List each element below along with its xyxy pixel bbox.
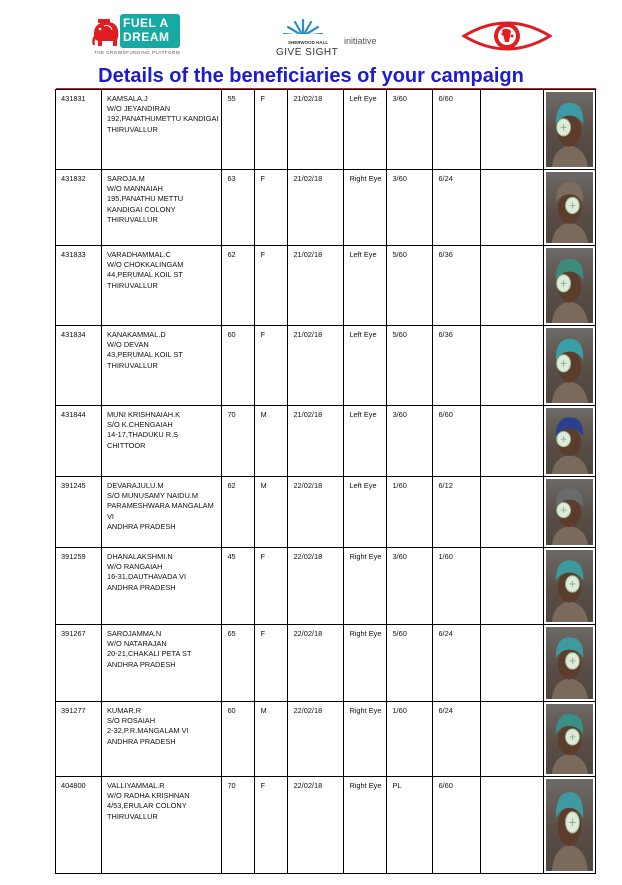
- pre-op-vision-cell: [387, 326, 433, 406]
- operated-eye-cell: [344, 477, 387, 548]
- gender: F: [260, 330, 265, 339]
- surgery-date-cell: [288, 702, 344, 777]
- beneficiary-id-cell: [56, 777, 102, 874]
- gender-cell: [255, 90, 288, 170]
- empty-cell: [481, 246, 544, 326]
- address-line: THIRUVALLUR: [107, 360, 158, 370]
- patient-right-eye-patch: [546, 627, 593, 699]
- beneficiary-id-cell: [56, 702, 102, 777]
- beneficiary-name: KAMSALA.J: [107, 94, 148, 103]
- photo-cell: [544, 548, 596, 625]
- beneficiary-id-cell: [56, 170, 102, 246]
- gender: M: [260, 706, 267, 715]
- post-op-vision-cell: [433, 625, 481, 702]
- address-line: W/O RANGAIAH: [107, 562, 163, 572]
- table-row: [56, 326, 596, 406]
- gender: M: [260, 481, 267, 490]
- beneficiary-name-cell: [102, 326, 222, 406]
- post-op-vision: 6/60: [438, 94, 453, 103]
- beneficiary-name: KANAKAMMAL.D: [107, 330, 166, 339]
- surgery-date-cell: [288, 625, 344, 702]
- surgery-date: 22/02/18: [293, 781, 323, 790]
- operated-eye: Left Eye: [349, 250, 377, 259]
- fad-line1: FUEL A: [123, 16, 169, 30]
- address-line: W/O RADHA KRISHNAN: [107, 791, 190, 801]
- address-line: 192,PANATHUMETTU KANDIGAI: [107, 114, 219, 124]
- address-line: 14-17,THADUKU R.S: [107, 430, 179, 440]
- address-line: 4/53,ERULAR COLONY: [107, 801, 187, 811]
- beneficiary-name-cell: [102, 625, 222, 702]
- address-line: W/O MANNAIAH: [107, 184, 163, 194]
- operated-eye: Left Eye: [349, 94, 377, 103]
- pre-op-vision-cell: [387, 170, 433, 246]
- address-line: W/O DEVAN: [107, 340, 149, 350]
- age: 60: [227, 706, 236, 715]
- beneficiary-id-cell: [56, 246, 102, 326]
- beneficiary-name: MUNI KRISHNAIAH.K: [107, 410, 181, 419]
- gender-cell: [255, 548, 288, 625]
- fad-line2: DREAM: [123, 30, 170, 44]
- empty-cell: [481, 477, 544, 548]
- beneficiary-name-cell: [102, 777, 222, 874]
- pre-op-vision-cell: [387, 548, 433, 625]
- beneficiary-id: 431832: [61, 174, 86, 183]
- post-op-vision: 6/12: [438, 481, 453, 490]
- operated-eye: Right Eye: [349, 174, 382, 183]
- pre-op-vision: 5/60: [392, 250, 407, 259]
- age-cell: [222, 406, 255, 477]
- beneficiary-name-cell: [102, 702, 222, 777]
- address-line: S/O K.CHENGAIAH: [107, 420, 173, 430]
- age-cell: [222, 90, 255, 170]
- post-op-vision-cell: [433, 777, 481, 874]
- photo-cell: [544, 702, 596, 777]
- beneficiary-id: 431844: [61, 410, 86, 419]
- address-line: 16-31,DAUTHAVADA VI: [107, 572, 186, 582]
- age: 65: [227, 629, 236, 638]
- table-row: [56, 702, 596, 777]
- eye-hospital-logo: [462, 18, 552, 54]
- pre-op-vision-cell: [387, 90, 433, 170]
- give-sight-sub: SHERWOOD HALL: [288, 40, 329, 45]
- beneficiary-id: 391267: [61, 629, 86, 638]
- patient-left-eye-patch: [546, 408, 593, 474]
- surgery-date: 22/02/18: [293, 552, 323, 561]
- table-row: [56, 777, 596, 874]
- photo-cell: [544, 90, 596, 170]
- table-row: [56, 477, 596, 548]
- address-line: 43,PERUMAL KOIL ST: [107, 350, 183, 360]
- gender-cell: [255, 246, 288, 326]
- table-row: [56, 90, 596, 170]
- beneficiary-id: 431834: [61, 330, 86, 339]
- post-op-vision: 6/36: [438, 250, 453, 259]
- beneficiary-id-cell: [56, 90, 102, 170]
- pre-op-vision-cell: [387, 702, 433, 777]
- operated-eye: Right Eye: [349, 781, 382, 790]
- age-cell: [222, 548, 255, 625]
- pre-op-vision-cell: [387, 625, 433, 702]
- beneficiary-name: VALLIYAMMAL.R: [107, 781, 165, 790]
- page-header: [0, 0, 622, 62]
- beneficiary-name: VARADHAMMAL.C: [107, 250, 171, 259]
- beneficiary-name: DHANALAKSHMI.N: [107, 552, 173, 561]
- operated-eye: Right Eye: [349, 629, 382, 638]
- post-op-vision: 6/60: [438, 410, 453, 419]
- give-sight-logo: [270, 14, 380, 56]
- surgery-date: 21/02/18: [293, 330, 323, 339]
- table-row: [56, 625, 596, 702]
- gender-cell: [255, 625, 288, 702]
- surgery-date-cell: [288, 326, 344, 406]
- age-cell: [222, 777, 255, 874]
- give-sight-initiative: initiative: [344, 36, 377, 46]
- age: 62: [227, 481, 236, 490]
- beneficiaries-table: [55, 89, 596, 874]
- post-op-vision: 6/60: [438, 781, 453, 790]
- beneficiary-id: 404800: [61, 781, 86, 790]
- surgery-date: 21/02/18: [293, 174, 323, 183]
- pre-op-vision: 3/60: [392, 552, 407, 561]
- gender: F: [260, 174, 265, 183]
- address-line: 44,PERUMAL KOIL ST: [107, 270, 183, 280]
- address-line: THIRUVALLUR: [107, 124, 158, 134]
- operated-eye-cell: [344, 246, 387, 326]
- pre-op-vision: 5/60: [392, 330, 407, 339]
- age: 55: [227, 94, 236, 103]
- operated-eye-cell: [344, 777, 387, 874]
- post-op-vision-cell: [433, 548, 481, 625]
- gender: F: [260, 781, 265, 790]
- age: 70: [227, 781, 236, 790]
- surgery-date: 21/02/18: [293, 94, 323, 103]
- address-line: PARAMESHWARA MANGALAM: [107, 501, 214, 511]
- beneficiary-name-cell: [102, 90, 222, 170]
- age: 62: [227, 250, 236, 259]
- empty-cell: [481, 625, 544, 702]
- empty-cell: [481, 702, 544, 777]
- post-op-vision-cell: [433, 702, 481, 777]
- address-line: S/O MUNUSAMY NAIDU.M: [107, 491, 199, 501]
- operated-eye-cell: [344, 702, 387, 777]
- surgery-date: 22/02/18: [293, 629, 323, 638]
- photo-cell: [544, 477, 596, 548]
- photo-cell: [544, 326, 596, 406]
- beneficiary-id-cell: [56, 625, 102, 702]
- operated-eye: Right Eye: [349, 552, 382, 561]
- pre-op-vision: 3/60: [392, 174, 407, 183]
- patient-left-eye-patch: [546, 328, 593, 403]
- address-line: KANDIGAI COLONY: [107, 204, 176, 214]
- patient-right-eye-patch: [546, 704, 593, 774]
- beneficiary-name-cell: [102, 406, 222, 477]
- page-title: Details of the beneficiaries of your campaign: [98, 65, 524, 87]
- empty-cell: [481, 170, 544, 246]
- empty-cell: [481, 777, 544, 874]
- address-line: THIRUVALLUR: [107, 280, 158, 290]
- empty-cell: [481, 548, 544, 625]
- post-op-vision-cell: [433, 406, 481, 477]
- patient-right-eye-patch: [546, 550, 593, 622]
- elephant-icon: [90, 16, 122, 48]
- beneficiary-name-cell: [102, 246, 222, 326]
- post-op-vision-cell: [433, 246, 481, 326]
- gender: F: [260, 629, 265, 638]
- address-line: ANDHRA PRADESH: [107, 736, 176, 746]
- age-cell: [222, 477, 255, 548]
- sunrise-icon: [278, 14, 328, 40]
- operated-eye: Left Eye: [349, 330, 377, 339]
- surgery-date-cell: [288, 777, 344, 874]
- operated-eye-cell: [344, 90, 387, 170]
- beneficiary-id: 391277: [61, 706, 86, 715]
- operated-eye-cell: [344, 625, 387, 702]
- post-op-vision: 1/60: [438, 552, 453, 561]
- patient-left-eye-patch: [546, 248, 593, 323]
- post-op-vision: 6/24: [438, 174, 453, 183]
- empty-cell: [481, 90, 544, 170]
- operated-eye: Right Eye: [349, 706, 382, 715]
- post-op-vision-cell: [433, 477, 481, 548]
- surgery-date: 21/02/18: [293, 410, 323, 419]
- age-cell: [222, 326, 255, 406]
- gender-cell: [255, 702, 288, 777]
- beneficiary-id-cell: [56, 548, 102, 625]
- gender-cell: [255, 477, 288, 548]
- patient-right-eye-patch: [546, 172, 593, 243]
- address-line: 2-32,P.R.MANGALAM VI: [107, 726, 189, 736]
- gender-cell: [255, 170, 288, 246]
- beneficiary-name: SAROJA.M: [107, 174, 145, 183]
- surgery-date: 22/02/18: [293, 481, 323, 490]
- age-cell: [222, 625, 255, 702]
- beneficiary-name-cell: [102, 170, 222, 246]
- pre-op-vision-cell: [387, 406, 433, 477]
- table-row: [56, 406, 596, 477]
- operated-eye-cell: [344, 548, 387, 625]
- address-line: W/O NATARAJAN: [107, 639, 167, 649]
- beneficiary-id: 431833: [61, 250, 86, 259]
- address-line: THIRUVALLUR: [107, 811, 158, 821]
- empty-cell: [481, 326, 544, 406]
- gender-cell: [255, 406, 288, 477]
- surgery-date: 21/02/18: [293, 250, 323, 259]
- surgery-date: 22/02/18: [293, 706, 323, 715]
- beneficiary-name: DEVARAJULU.M: [107, 481, 164, 490]
- age-cell: [222, 702, 255, 777]
- surgery-date-cell: [288, 477, 344, 548]
- fad-tagline: THE CROWDFUNDING PLATFORM: [94, 50, 181, 55]
- patient-left-eye-patch: [546, 479, 593, 545]
- age: 45: [227, 552, 236, 561]
- gender-cell: [255, 326, 288, 406]
- surgery-date-cell: [288, 90, 344, 170]
- address-line: ANDHRA PRADESH: [107, 659, 176, 669]
- table-row: [56, 170, 596, 246]
- patient-right-eye-patch: [546, 779, 593, 871]
- gender: F: [260, 552, 265, 561]
- give-sight-main: GIVE SIGHT: [276, 47, 339, 58]
- fuel-a-dream-logo: [90, 12, 182, 54]
- pre-op-vision-cell: [387, 246, 433, 326]
- photo-cell: [544, 170, 596, 246]
- gender: F: [260, 94, 265, 103]
- operated-eye-cell: [344, 406, 387, 477]
- pre-op-vision: PL: [392, 781, 402, 790]
- table-body: [56, 90, 596, 874]
- operated-eye-cell: [344, 170, 387, 246]
- beneficiary-name-cell: [102, 477, 222, 548]
- age-cell: [222, 246, 255, 326]
- pre-op-vision: 3/60: [392, 410, 407, 419]
- age: 63: [227, 174, 236, 183]
- beneficiary-name: SAROJAMMA.N: [107, 629, 162, 638]
- post-op-vision: 6/24: [438, 706, 453, 715]
- post-op-vision-cell: [433, 326, 481, 406]
- photo-cell: [544, 246, 596, 326]
- operated-eye-cell: [344, 326, 387, 406]
- pre-op-vision-cell: [387, 477, 433, 548]
- age: 70: [227, 410, 236, 419]
- beneficiary-id: 391259: [61, 552, 86, 561]
- photo-cell: [544, 777, 596, 874]
- operated-eye: Left Eye: [349, 410, 377, 419]
- address-line: VI: [107, 511, 114, 521]
- surgery-date-cell: [288, 548, 344, 625]
- photo-cell: [544, 625, 596, 702]
- patient-left-eye-patch: [546, 92, 593, 167]
- beneficiary-name-cell: [102, 548, 222, 625]
- empty-cell: [481, 406, 544, 477]
- pre-op-vision: 3/60: [392, 94, 407, 103]
- pre-op-vision: 5/60: [392, 629, 407, 638]
- address-line: ANDHRA PRADESH: [107, 582, 176, 592]
- beneficiary-name: KUMAR.R: [107, 706, 142, 715]
- beneficiary-id: 391245: [61, 481, 86, 490]
- age: 60: [227, 330, 236, 339]
- post-op-vision: 6/36: [438, 330, 453, 339]
- pre-op-vision: 1/60: [392, 481, 407, 490]
- table-row: [56, 548, 596, 625]
- address-line: W/O JEYANDIRAN: [107, 104, 171, 114]
- operated-eye: Left Eye: [349, 481, 377, 490]
- gender-cell: [255, 777, 288, 874]
- gender: M: [260, 410, 267, 419]
- address-line: 20-21,CHAKALI PETA ST: [107, 649, 192, 659]
- beneficiary-id: 431831: [61, 94, 86, 103]
- surgery-date-cell: [288, 246, 344, 326]
- address-line: CHITTOOR: [107, 440, 146, 450]
- surgery-date-cell: [288, 170, 344, 246]
- post-op-vision: 6/24: [438, 629, 453, 638]
- post-op-vision-cell: [433, 90, 481, 170]
- address-line: S/O ROSAIAH: [107, 716, 156, 726]
- gender: F: [260, 250, 265, 259]
- pre-op-vision-cell: [387, 777, 433, 874]
- photo-cell: [544, 406, 596, 477]
- address-line: THIRUVALLUR: [107, 214, 158, 224]
- post-op-vision-cell: [433, 170, 481, 246]
- age-cell: [222, 170, 255, 246]
- pre-op-vision: 1/60: [392, 706, 407, 715]
- address-line: W/O CHOKKALINGAM: [107, 260, 184, 270]
- address-line: 195,PANATHU METTU: [107, 194, 184, 204]
- beneficiary-id-cell: [56, 477, 102, 548]
- beneficiary-id-cell: [56, 326, 102, 406]
- beneficiary-id-cell: [56, 406, 102, 477]
- address-line: ANDHRA PRADESH: [107, 521, 176, 531]
- table-row: [56, 246, 596, 326]
- surgery-date-cell: [288, 406, 344, 477]
